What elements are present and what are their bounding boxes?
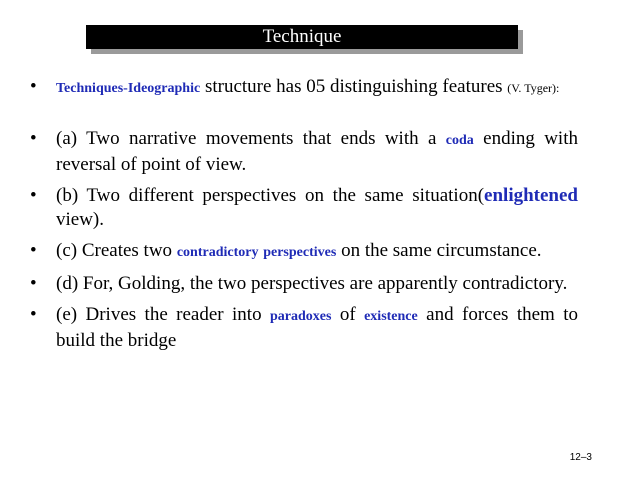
bullet-item-1 (30, 75, 578, 101)
bullet-text: ending with reversal of point of view. (56, 128, 578, 175)
highlight-term: coda (445, 133, 474, 148)
highlight-term: Techniques-Ideographic (56, 81, 201, 96)
bullet-text: (e) Drives the reader into (56, 304, 270, 325)
bullet-item-5 (30, 272, 578, 296)
slide-number: 12–3 (569, 452, 592, 463)
slide-title: Technique (86, 25, 518, 49)
highlight-term: enlightened (484, 185, 578, 206)
bullet-text: and forces them to build the bridge (56, 304, 578, 351)
highlight-term: contradictory (176, 245, 259, 260)
citation: (V. Tyger): (507, 81, 560, 95)
bullet-text: (d) For, Golding, the two perspectives are apparently contradictory. (56, 273, 568, 294)
bullet-item-4 (30, 239, 578, 265)
bullet-text: view). (56, 209, 105, 230)
bullet-item-2 (30, 127, 578, 177)
bullet-item-3 (30, 184, 578, 232)
bullet-text: (b) Two different perspectives on the same situation( (56, 185, 485, 206)
bullet-list (30, 75, 578, 353)
bullet-item-6 (30, 303, 578, 353)
highlight-term: perspectives (263, 245, 337, 260)
highlight-term: paradoxes (270, 309, 332, 324)
bullet-text: structure has 05 distinguishing features (200, 76, 508, 97)
bullet-text: on the same circumstance. (336, 240, 542, 261)
bullet-text: (c) Creates two (56, 240, 177, 261)
bullet-text: of (331, 304, 365, 325)
highlight-term: existence (364, 309, 418, 324)
bullet-text: (a) Two narrative movements that ends with a (56, 128, 446, 149)
